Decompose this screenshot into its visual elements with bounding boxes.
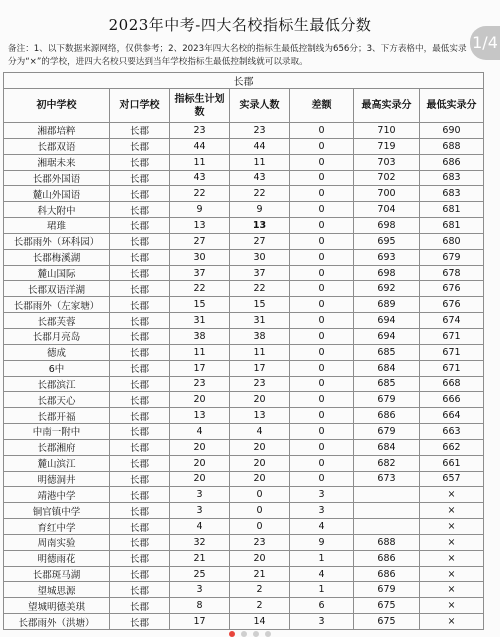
table-row <box>4 344 484 360</box>
table-cell: 23 <box>230 123 290 139</box>
table-cell: 长郡开福 <box>4 408 110 424</box>
table-row <box>4 550 484 566</box>
table-cell: 0 <box>290 249 354 265</box>
table-cell: 0 <box>290 154 354 170</box>
pagination-dot[interactable] <box>229 631 235 637</box>
table-cell: 珺琟 <box>4 218 110 234</box>
table-cell: 靖港中学 <box>4 487 110 503</box>
table-row <box>4 281 484 297</box>
table-cell: 6 <box>290 598 354 614</box>
table-cell: 长郡 <box>110 233 170 249</box>
table-cell: 4 <box>290 519 354 535</box>
table-cell: 长郡 <box>110 249 170 265</box>
table-cell: 4 <box>230 424 290 440</box>
table-cell: 22 <box>230 281 290 297</box>
table-cell: 704 <box>354 202 420 218</box>
table-cell: × <box>420 582 484 598</box>
table-cell: 13 <box>230 218 290 234</box>
table-cell: 0 <box>290 439 354 455</box>
table-cell: 679 <box>354 582 420 598</box>
table-cell: 30 <box>230 249 290 265</box>
pagination-dot[interactable] <box>253 631 259 637</box>
table-cell: × <box>420 519 484 535</box>
table-cell: 15 <box>230 297 290 313</box>
table-cell: 20 <box>170 471 230 487</box>
table-cell: 657 <box>420 471 484 487</box>
table-cell: 长郡 <box>110 534 170 550</box>
table-cell: 694 <box>354 328 420 344</box>
table-cell: 13 <box>170 218 230 234</box>
table-cell: 长郡 <box>110 519 170 535</box>
table-cell: 679 <box>420 249 484 265</box>
table-cell: 20 <box>230 471 290 487</box>
table-cell: 14 <box>230 614 290 630</box>
table-row <box>4 392 484 408</box>
table-cell: 长郡 <box>110 424 170 440</box>
table-cell: 长郡天心 <box>4 392 110 408</box>
table-cell: 长郡 <box>110 566 170 582</box>
table-cell: 662 <box>420 439 484 455</box>
table-cell: 0 <box>290 392 354 408</box>
table-cell: 中南一附中 <box>4 424 110 440</box>
table-cell: 37 <box>170 265 230 281</box>
page-indicator[interactable]: 1/4 <box>470 26 500 60</box>
table-cell: 0 <box>290 202 354 218</box>
table-cell: 686 <box>354 550 420 566</box>
table-cell: 长郡 <box>110 550 170 566</box>
table-cell: 684 <box>354 360 420 376</box>
table-cell: 17 <box>170 360 230 376</box>
table-cell: 长郡 <box>110 376 170 392</box>
table-cell: 692 <box>354 281 420 297</box>
table-cell: 695 <box>354 233 420 249</box>
table-cell: 长郡雨外（左家塘） <box>4 297 110 313</box>
table-cell: 0 <box>230 487 290 503</box>
table-cell: 702 <box>354 170 420 186</box>
table-cell: 长郡 <box>110 614 170 630</box>
table-cell <box>354 487 420 503</box>
table-row <box>4 233 484 249</box>
table-cell: 681 <box>420 218 484 234</box>
table-cell: 0 <box>290 313 354 329</box>
table-row <box>4 598 484 614</box>
table-cell: 11 <box>230 344 290 360</box>
table-cell: 0 <box>290 138 354 154</box>
table-cell: 20 <box>170 455 230 471</box>
table-cell: 32 <box>170 534 230 550</box>
table-cell: 20 <box>230 455 290 471</box>
table-cell: 0 <box>230 519 290 535</box>
table-cell: 长郡 <box>110 281 170 297</box>
table-cell: 3 <box>170 582 230 598</box>
table-cell: 671 <box>420 328 484 344</box>
table-cell: 铜官镇中学 <box>4 503 110 519</box>
pagination-dot[interactable] <box>265 631 271 637</box>
table-cell <box>354 503 420 519</box>
column-header: 差额 <box>290 89 354 123</box>
table-header-row <box>4 89 484 123</box>
table-cell: 675 <box>354 614 420 630</box>
table-cell: 长郡外国语 <box>4 170 110 186</box>
table-cell: 673 <box>354 471 420 487</box>
table-cell: 2 <box>230 598 290 614</box>
table-cell: 664 <box>420 408 484 424</box>
column-header: 实录人数 <box>230 89 290 123</box>
table-cell: 694 <box>354 313 420 329</box>
table-cell: 长郡芙蓉 <box>4 313 110 329</box>
table-cell: 长郡双语 <box>4 138 110 154</box>
table-cell: 周南实验 <box>4 534 110 550</box>
note-text: 备注：1、以下数据来源网络，仅供参考；2、2023年四大名校的指标生最低控制线为656分；3、下方表格中，最低实录分为“×”的学校，进四大名校只要达到当年学校指标生最低控制线就可以录取。 <box>8 44 467 67</box>
table-cell: 30 <box>170 249 230 265</box>
table-cell: 671 <box>420 360 484 376</box>
table-cell: 长郡 <box>110 487 170 503</box>
table-cell: 685 <box>354 376 420 392</box>
table-cell: 23 <box>230 534 290 550</box>
table-cell: 684 <box>354 439 420 455</box>
column-header: 初中学校 <box>4 89 110 123</box>
table-row <box>4 170 484 186</box>
table-cell: 长郡 <box>110 218 170 234</box>
table-cell: 长郡 <box>110 170 170 186</box>
table-cell: 43 <box>230 170 290 186</box>
table-cell: 4 <box>290 566 354 582</box>
table-cell: 22 <box>170 186 230 202</box>
table-row <box>4 376 484 392</box>
table-cell: × <box>420 550 484 566</box>
table-cell: 长郡 <box>110 313 170 329</box>
table-cell: 686 <box>420 154 484 170</box>
table-cell: 长郡 <box>110 202 170 218</box>
table-cell: 0 <box>290 218 354 234</box>
table-cell: 675 <box>354 598 420 614</box>
table-cell: 661 <box>420 455 484 471</box>
table-cell: 长郡 <box>110 598 170 614</box>
table-cell: 0 <box>290 408 354 424</box>
table-cell: 710 <box>354 123 420 139</box>
table-row <box>4 313 484 329</box>
region-label: 长郡 <box>4 73 484 89</box>
table-cell: 679 <box>354 424 420 440</box>
table-cell: 科大附中 <box>4 202 110 218</box>
table-cell: × <box>420 566 484 582</box>
table-cell: 3 <box>290 503 354 519</box>
column-header: 对口学校 <box>110 89 170 123</box>
table-cell: 671 <box>420 344 484 360</box>
table-cell: 663 <box>420 424 484 440</box>
table-cell: 11 <box>230 154 290 170</box>
table-cell: 20 <box>230 392 290 408</box>
table-row <box>4 487 484 503</box>
column-header: 最高实录分 <box>354 89 420 123</box>
table-cell: 23 <box>230 376 290 392</box>
table-cell: 3 <box>290 487 354 503</box>
table-cell: 11 <box>170 154 230 170</box>
table-cell: × <box>420 503 484 519</box>
column-header: 最低实录分 <box>420 89 484 123</box>
table-cell: × <box>420 487 484 503</box>
table-cell: 682 <box>354 455 420 471</box>
table-cell: 668 <box>420 376 484 392</box>
table-cell: 20 <box>230 439 290 455</box>
table-cell: 20 <box>170 392 230 408</box>
table-cell: 27 <box>170 233 230 249</box>
table-cell: × <box>420 534 484 550</box>
table-row <box>4 455 484 471</box>
table-cell <box>354 519 420 535</box>
table-cell: 11 <box>170 344 230 360</box>
table-cell: 长郡 <box>110 138 170 154</box>
table-cell: 湘郡培粹 <box>4 123 110 139</box>
table-row <box>4 154 484 170</box>
table-cell: 44 <box>170 138 230 154</box>
table-cell: 9 <box>170 202 230 218</box>
table-cell: 长郡 <box>110 265 170 281</box>
table-cell: 688 <box>354 534 420 550</box>
table-cell: 0 <box>290 265 354 281</box>
table-cell: 21 <box>170 550 230 566</box>
table-row <box>4 471 484 487</box>
table-cell: 21 <box>230 566 290 582</box>
table-row <box>4 202 484 218</box>
table-cell: 43 <box>170 170 230 186</box>
table-cell: 麓山国际 <box>4 265 110 281</box>
table-cell: 678 <box>420 265 484 281</box>
table-cell: 688 <box>420 138 484 154</box>
table-cell: 长郡 <box>110 582 170 598</box>
table-cell: 698 <box>354 265 420 281</box>
table-cell: 长郡滨江 <box>4 376 110 392</box>
table-cell: 3 <box>170 503 230 519</box>
table-cell: 23 <box>170 376 230 392</box>
table-cell: 长郡 <box>110 408 170 424</box>
table-cell: 4 <box>170 424 230 440</box>
table-cell: 长郡梅溪湖 <box>4 249 110 265</box>
page-title: 2023年中考-四大名校指标生最低分数 <box>108 16 372 34</box>
table-cell: 长郡 <box>110 328 170 344</box>
table-cell: 690 <box>420 123 484 139</box>
table-cell: 育红中学 <box>4 519 110 535</box>
table-cell: 17 <box>170 614 230 630</box>
table-cell: 0 <box>290 360 354 376</box>
table-row <box>4 138 484 154</box>
table-cell: × <box>420 598 484 614</box>
table-row <box>4 218 484 234</box>
table-cell: 0 <box>290 123 354 139</box>
table-row <box>4 424 484 440</box>
table-cell: 长郡 <box>110 439 170 455</box>
pagination-dots <box>0 622 500 637</box>
table-cell: 683 <box>420 170 484 186</box>
table-cell: 685 <box>354 344 420 360</box>
table-cell: 长郡雨外（环科园） <box>4 233 110 249</box>
table-cell: 长郡 <box>110 392 170 408</box>
table-cell: 44 <box>230 138 290 154</box>
table-cell: 长郡 <box>110 123 170 139</box>
table-cell: 703 <box>354 154 420 170</box>
table-cell: 1 <box>290 550 354 566</box>
table-body <box>4 123 484 630</box>
table-cell: 长郡 <box>110 186 170 202</box>
table-cell: 4 <box>170 519 230 535</box>
table-cell: 长郡 <box>110 154 170 170</box>
table-row <box>4 265 484 281</box>
table-cell: 686 <box>354 408 420 424</box>
table-cell: 680 <box>420 233 484 249</box>
table-cell: 长郡 <box>110 344 170 360</box>
table-cell: 676 <box>420 281 484 297</box>
table-cell: 长郡雨外（洪塘） <box>4 614 110 630</box>
table-row <box>4 439 484 455</box>
pagination-dot[interactable] <box>241 631 247 637</box>
table-row <box>4 360 484 376</box>
table-cell: 1 <box>290 582 354 598</box>
table-row <box>4 582 484 598</box>
table-cell: 8 <box>170 598 230 614</box>
table-cell: 666 <box>420 392 484 408</box>
table-cell: 3 <box>290 614 354 630</box>
table-cell: 23 <box>170 123 230 139</box>
table-cell: 6中 <box>4 360 110 376</box>
table-row <box>4 328 484 344</box>
table-cell: 长郡 <box>110 503 170 519</box>
table-cell: 0 <box>290 424 354 440</box>
table-cell: 13 <box>230 408 290 424</box>
table-cell: 681 <box>420 202 484 218</box>
table-cell: 长郡斑马湖 <box>4 566 110 582</box>
table-cell: 679 <box>354 392 420 408</box>
score-table <box>3 72 484 630</box>
table-cell: 长郡月亮岛 <box>4 328 110 344</box>
table-cell: 25 <box>170 566 230 582</box>
table-cell: 麓山滨江 <box>4 455 110 471</box>
table-cell: 683 <box>420 186 484 202</box>
table-cell: 9 <box>230 202 290 218</box>
table-cell: 0 <box>290 455 354 471</box>
table-cell: 37 <box>230 265 290 281</box>
table-cell: 674 <box>420 313 484 329</box>
table-cell: × <box>420 614 484 630</box>
table-cell: 0 <box>290 344 354 360</box>
table-cell: 693 <box>354 249 420 265</box>
column-header: 指标生计划数 <box>170 89 230 123</box>
table-cell: 9 <box>290 534 354 550</box>
table-cell: 20 <box>170 439 230 455</box>
table-cell: 17 <box>230 360 290 376</box>
table-cell: 0 <box>230 503 290 519</box>
table-cell: 13 <box>170 408 230 424</box>
table-cell: 31 <box>230 313 290 329</box>
table-cell: 0 <box>290 186 354 202</box>
table-cell: 明德雨花 <box>4 550 110 566</box>
table-cell: 2 <box>230 582 290 598</box>
table-cell: 望城明德美琪 <box>4 598 110 614</box>
table-cell: 0 <box>290 233 354 249</box>
table-cell: 689 <box>354 297 420 313</box>
table-cell: 31 <box>170 313 230 329</box>
table-cell: 湘琚未来 <box>4 154 110 170</box>
table-cell: 0 <box>290 328 354 344</box>
table-cell: 德成 <box>4 344 110 360</box>
table-row <box>4 534 484 550</box>
table-cell: 麓山外国语 <box>4 186 110 202</box>
table-row <box>4 186 484 202</box>
table-cell: 700 <box>354 186 420 202</box>
table-cell: 20 <box>230 550 290 566</box>
table-cell: 719 <box>354 138 420 154</box>
table-row <box>4 123 484 139</box>
table-row <box>4 566 484 582</box>
table-cell: 长郡 <box>110 455 170 471</box>
table-cell: 3 <box>170 487 230 503</box>
table-row <box>4 249 484 265</box>
table-row <box>4 503 484 519</box>
table-cell: 27 <box>230 233 290 249</box>
table-cell: 长郡 <box>110 360 170 376</box>
table-cell: 望城思源 <box>4 582 110 598</box>
table-cell: 22 <box>230 186 290 202</box>
table-cell: 38 <box>170 328 230 344</box>
table-cell: 长郡 <box>110 471 170 487</box>
table-row <box>4 297 484 313</box>
table-cell: 长郡双语洋湖 <box>4 281 110 297</box>
table-cell: 0 <box>290 281 354 297</box>
table-cell: 0 <box>290 471 354 487</box>
table-cell: 22 <box>170 281 230 297</box>
table-cell: 0 <box>290 297 354 313</box>
table-cell: 38 <box>230 328 290 344</box>
table-cell: 698 <box>354 218 420 234</box>
table-cell: 长郡湘府 <box>4 439 110 455</box>
table-row <box>4 408 484 424</box>
table-cell: 0 <box>290 376 354 392</box>
table-cell: 0 <box>290 170 354 186</box>
table-cell: 15 <box>170 297 230 313</box>
table-cell: 明德洞井 <box>4 471 110 487</box>
table-cell: 686 <box>354 566 420 582</box>
table-cell: 676 <box>420 297 484 313</box>
table-cell: 长郡 <box>110 297 170 313</box>
table-row <box>4 519 484 535</box>
